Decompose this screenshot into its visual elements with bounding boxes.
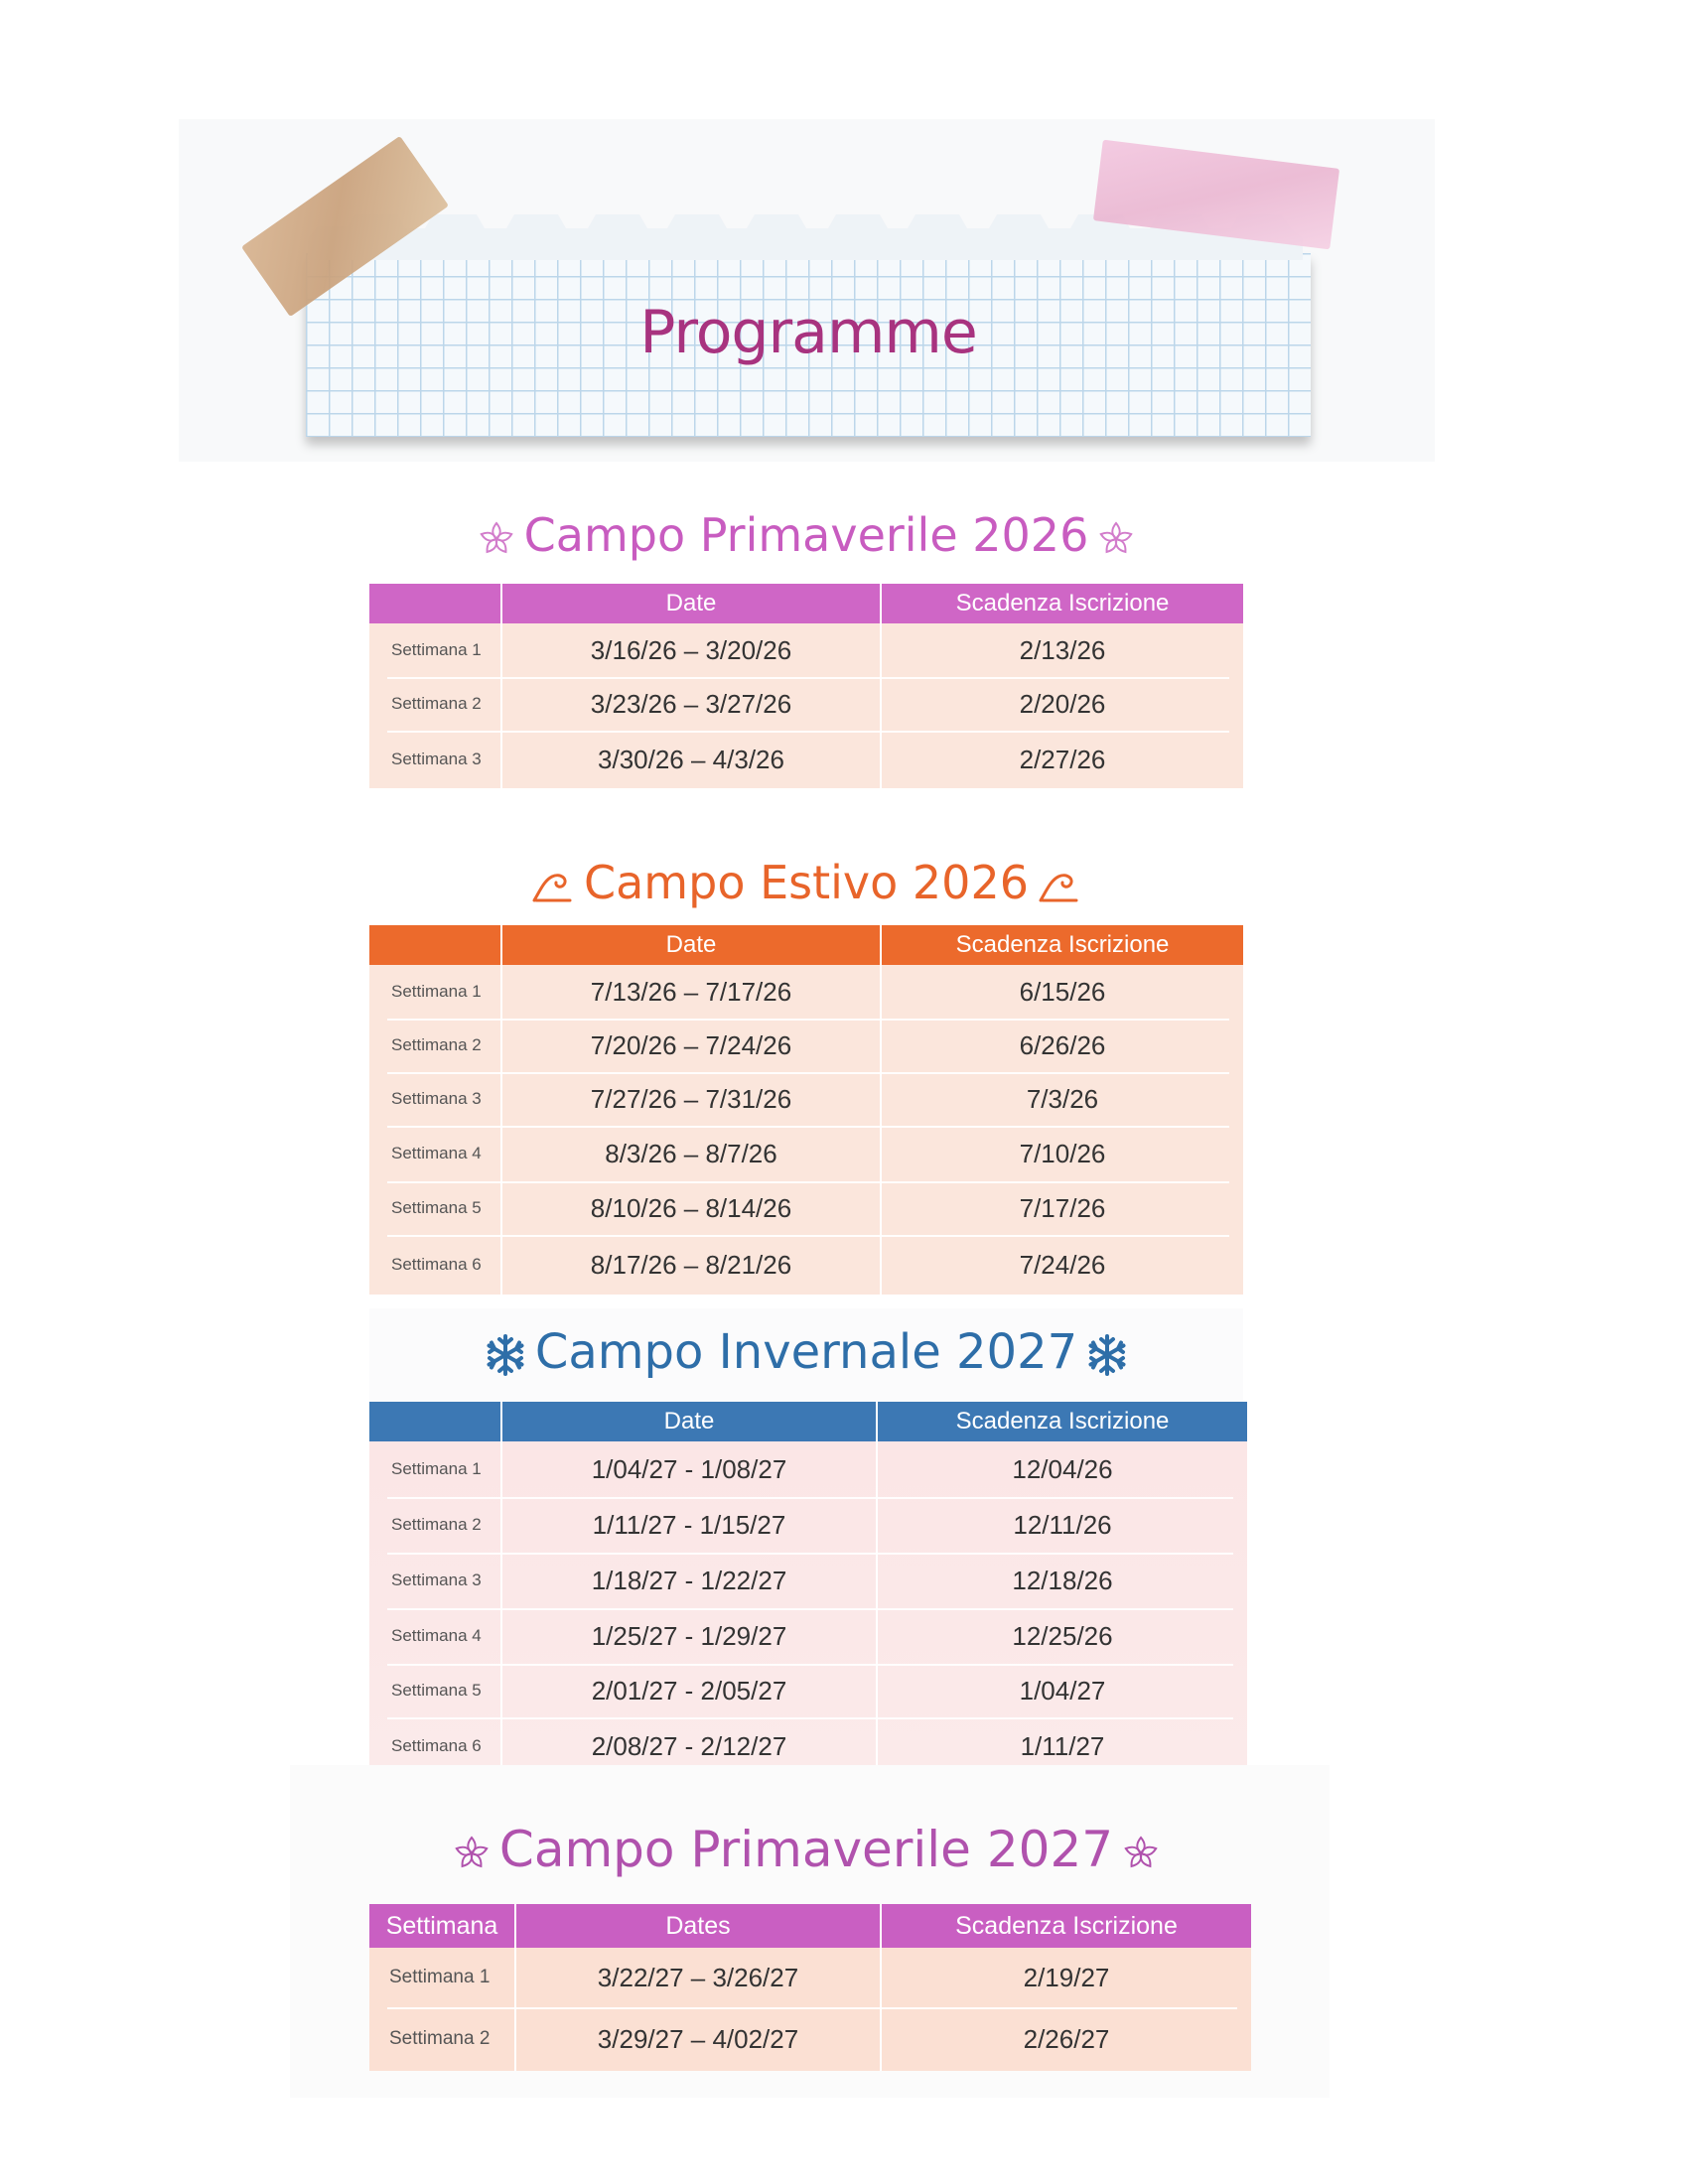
table-row — [369, 1181, 1243, 1235]
deadline-cell: 6/26/26 — [1019, 1029, 1106, 1060]
table-row — [369, 1019, 1243, 1072]
header-cell-week — [369, 584, 502, 623]
section-title-text: Campo Invernale 2027 — [534, 1324, 1078, 1380]
section-title-spring-2027 — [350, 1821, 1263, 1878]
dates-cell: 8/17/26 – 8/21/26 — [502, 1235, 882, 1295]
week-cell: Settimana 3 — [369, 1072, 502, 1126]
header-cell-week — [369, 1402, 502, 1441]
dates-cell: 8/3/26 – 8/7/26 — [502, 1126, 882, 1181]
week-cell: Settimana 1 — [369, 1441, 502, 1497]
deadline-cell: 7/24/26 — [1019, 1249, 1106, 1280]
week-cell: Settimana 6 — [369, 1235, 502, 1295]
table-row — [369, 1608, 1247, 1664]
dates-cell: 1/04/27 - 1/08/27 — [502, 1441, 878, 1497]
dates-cell: 1/25/27 - 1/29/27 — [502, 1608, 878, 1664]
week-cell: Settimana 2 — [369, 2007, 516, 2071]
header-cell-dates: Date — [502, 1402, 878, 1441]
flower-icon — [452, 1834, 492, 1873]
week-cell: Settimana 5 — [369, 1181, 502, 1235]
week-cell: Settimana 1 — [369, 1948, 516, 2007]
section-title-text: Campo Primaverile 2027 — [498, 1821, 1114, 1878]
week-cell: Settimana 4 — [369, 1126, 502, 1181]
deadline-cell: 12/18/26 — [1012, 1565, 1113, 1595]
flower-icon — [1121, 1834, 1161, 1873]
deadline-cell: 2/19/27 — [1023, 1962, 1110, 1992]
dates-cell: 2/01/27 - 2/05/27 — [502, 1664, 878, 1717]
deadline-cell: 12/11/26 — [1013, 1509, 1112, 1540]
table-row — [369, 1948, 1251, 2007]
week-cell: Settimana 2 — [369, 677, 502, 731]
header-cell-dates: Date — [502, 584, 882, 623]
table-header — [369, 1402, 1247, 1441]
flower-icon — [1096, 519, 1136, 559]
table-row — [369, 731, 1243, 788]
table-row — [369, 1072, 1243, 1126]
deadline-cell: 6/15/26 — [1019, 976, 1106, 1007]
dates-cell: 1/11/27 - 1/15/27 — [502, 1497, 878, 1553]
dates-cell: 3/29/27 – 4/02/27 — [516, 2007, 882, 2071]
deadline-cell: 7/10/26 — [1019, 1138, 1106, 1168]
week-cell: Settimana 3 — [369, 1553, 502, 1608]
week-cell: Settimana 1 — [369, 965, 502, 1019]
header-cell-week: Settimana — [369, 1904, 516, 1948]
table-header — [369, 925, 1243, 965]
week-cell: Settimana 2 — [369, 1019, 502, 1072]
page-title: Programme — [639, 298, 977, 367]
dates-cell: 2/08/27 - 2/12/27 — [502, 1717, 878, 1775]
deadline-cell: 7/17/26 — [1019, 1192, 1106, 1223]
week-cell: Settimana 4 — [369, 1608, 502, 1664]
table-row — [369, 677, 1243, 731]
dates-cell: 7/20/26 – 7/24/26 — [502, 1019, 882, 1072]
table-row — [369, 965, 1243, 1019]
table-row — [369, 1664, 1247, 1717]
deadline-cell: 2/13/26 — [1019, 634, 1106, 665]
table-row — [369, 623, 1243, 677]
week-cell: Settimana 1 — [369, 623, 502, 677]
header-cell-deadline: Scadenza Iscrizione — [955, 931, 1170, 958]
schedule-table-winter-2027 — [369, 1402, 1247, 1775]
snowflake-icon — [484, 1333, 527, 1377]
header-cell-deadline: Scadenza Iscrizione — [955, 1911, 1178, 1940]
table-row — [369, 1126, 1243, 1181]
table-row — [369, 1497, 1247, 1553]
deadline-cell: 7/3/26 — [1026, 1083, 1099, 1114]
wave-icon — [1037, 869, 1082, 904]
deadline-cell: 1/11/27 — [1020, 1730, 1105, 1761]
table-row — [369, 1553, 1247, 1608]
dates-cell: 3/22/27 – 3/26/27 — [516, 1948, 882, 2007]
dates-cell: 3/16/26 – 3/20/26 — [502, 623, 882, 677]
wave-icon — [530, 869, 576, 904]
deadline-cell: 12/25/26 — [1012, 1620, 1113, 1651]
week-cell: Settimana 3 — [369, 731, 502, 788]
table-row — [369, 1441, 1247, 1497]
deadline-cell: 12/04/26 — [1012, 1453, 1113, 1484]
schedule-table-spring-2027 — [369, 1904, 1251, 2071]
section-title-summer-2026 — [369, 856, 1243, 909]
deadline-cell: 2/20/26 — [1019, 688, 1106, 719]
deadline-cell: 2/26/27 — [1023, 2023, 1110, 2054]
dates-cell: 3/23/26 – 3/27/26 — [502, 677, 882, 731]
header-cell-deadline: Scadenza Iscrizione — [955, 1408, 1170, 1434]
header-cell-deadline: Scadenza Iscrizione — [955, 590, 1170, 616]
week-cell: Settimana 2 — [369, 1497, 502, 1553]
table-header — [369, 584, 1243, 623]
header-cell-dates: Dates — [516, 1904, 882, 1948]
flower-icon — [477, 519, 516, 559]
table-row — [369, 2007, 1251, 2071]
section-title-text: Campo Estivo 2026 — [584, 856, 1029, 909]
section-title-winter-2027 — [369, 1324, 1243, 1380]
deadline-cell: 2/27/26 — [1019, 744, 1106, 774]
dates-cell: 7/13/26 – 7/17/26 — [502, 965, 882, 1019]
table-header — [369, 1904, 1251, 1948]
section-title-spring-2026 — [369, 508, 1243, 562]
week-cell: Settimana 5 — [369, 1664, 502, 1717]
header-cell-dates: Date — [502, 925, 882, 965]
table-row — [369, 1235, 1243, 1295]
header-cell-week — [369, 925, 502, 965]
dates-cell: 1/18/27 - 1/22/27 — [502, 1553, 878, 1608]
snowflake-icon — [1085, 1333, 1129, 1377]
section-title-text: Campo Primaverile 2026 — [523, 508, 1089, 562]
schedule-table-spring-2026 — [369, 584, 1243, 788]
deadline-cell: 1/04/27 — [1019, 1675, 1106, 1706]
week-cell: Settimana 6 — [369, 1717, 502, 1775]
dates-cell: 7/27/26 – 7/31/26 — [502, 1072, 882, 1126]
dates-cell: 8/10/26 – 8/14/26 — [502, 1181, 882, 1235]
schedule-table-summer-2026 — [369, 925, 1243, 1295]
dates-cell: 3/30/26 – 4/3/26 — [502, 731, 882, 788]
